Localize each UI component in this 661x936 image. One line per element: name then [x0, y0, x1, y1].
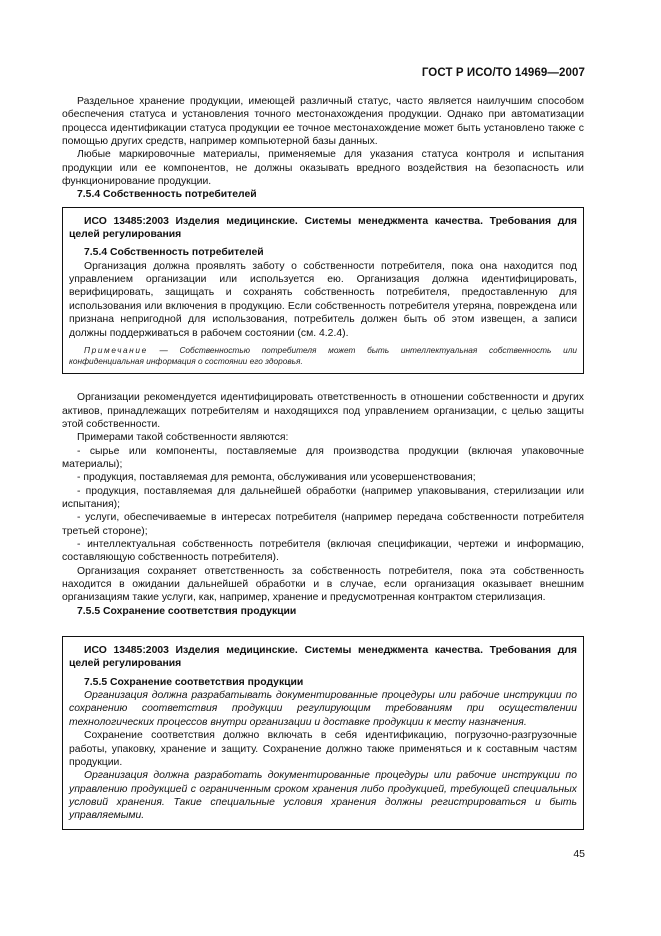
body-paragraph: Организация сохраняет ответственность за собственность потребителя, пока эта собственность находится в ожидании дальнейшей обработки и в случае, если организация оказывает внешним организациям такие услуги, как, например, хранение и предусмотренная контрактом стерилизация.	[62, 565, 584, 604]
page-number: 45	[573, 848, 585, 860]
list-item: - интеллектуальная собственность потребителя (включая спецификации, чертежи и информацию, составляющую собственность потребителя).	[62, 539, 584, 564]
standard-quote-box-7-5-5	[62, 636, 584, 829]
box-text-italic: Организация должна разработать документированные процедуры или рабочие инструкции по управлению продукцией с ограниченным сроком хранения либо продукцией, требующей специальных условий хранения. Такие специальные условия хранения должны регистрироваться и быть управляемыми.	[69, 770, 577, 822]
list-item: - сырье или компоненты, поставляемые для производства продукции (включая упаковочные материалы);	[62, 445, 584, 470]
note-text: — Собственностью потребителя может быть интеллектуальная собственность или конфиденциальная информация о состоянии его здоровья.	[69, 344, 577, 367]
list-item: - продукция, поставляемая для ремонта, обслуживания или усовершенствования;	[77, 472, 476, 484]
body-paragraph: Примерами такой собственности являются:	[77, 432, 289, 444]
document-code-header: ГОСТ Р ИСО/ТО 14969—2007	[421, 67, 585, 79]
box-text: Сохранение соответствия должно включать в себя идентификацию, погрузочно-разгрузочные работы, упаковку, хранение и защиту. Сохранение должно также применяться и к составным частям продукции.	[69, 730, 577, 768]
intro-paragraph: Раздельное хранение продукции, имеющей различный статус, часто является наилучшим способом обеспечения статуса и установления точного местонахождения продукции. Однако при автоматизации процесса идентификации статуса продукции ее точное местонахождение может быть установлено также с помощью других средств, например компьютерной базы данных.	[62, 96, 584, 148]
standard-title: ИСО 13485:2003 Изделия медицинские. Системы менеджмента качества. Требования для целей регулирования	[69, 645, 577, 670]
section-heading-7-5-5: 7.5.5 Сохранение соответствия продукции	[77, 605, 297, 617]
body-paragraph: Организации рекомендуется идентифицировать ответственность в отношении собственности и других активов, принадлежащих потребителям и находящихся под управлением организации, с целью защиты этой собственности.	[62, 392, 584, 430]
box-text: Организация должна проявлять заботу о собственности потребителя, пока она находится под управлением организации или используется ею. Организация должна идентифицировать, верифицировать, защищать и сохранять собственность потребителя, предоставленную для использования или включения в продукцию. Если собственность потребителя утеряна, повреждена или признана непригодной для использования, потребитель должен быть об этом извещен, а записи должны поддерживаться в рабочем состоянии (см. 4.2.4).	[69, 260, 577, 339]
box-subheading: 7.5.4 Собственность потребителей	[84, 247, 264, 259]
intro-paragraph: Любые маркировочные материалы, применяемые для указания статуса контроля и испытания продукции или ее компонентов, не должны оказывать вредного воздействия на безопасность или функционирование продукции.	[62, 149, 584, 188]
list-item: - продукция, поставляемая для дальнейшей обработки (например упаковывания, стерилизации или испытания);	[62, 485, 584, 510]
standard-title: ИСО 13485:2003 Изделия медицинские. Системы менеджмента качества. Требования для целей регулирования	[69, 215, 577, 241]
note-label: Примечание	[84, 344, 148, 355]
box-subheading: 7.5.5 Сохранение соответствия продукции	[84, 676, 304, 688]
box-text-italic: Организация должна разрабатывать документированные процедуры или рабочие инструкции по сохранению соответствия продукции регулирующим требованиям при осуществлении технологических процессов внутри организации и доставке продукции к месту назначения.	[69, 690, 577, 728]
standard-quote-box-7-5-4	[62, 207, 584, 375]
box-note	[69, 345, 577, 367]
section-heading-7-5-4: 7.5.4 Собственность потребителей	[77, 189, 257, 201]
page-content	[62, 95, 584, 830]
list-item: - услуги, обеспечиваемые в интересах потребителя (например передача собственности потребителя третьей стороне);	[62, 512, 584, 537]
